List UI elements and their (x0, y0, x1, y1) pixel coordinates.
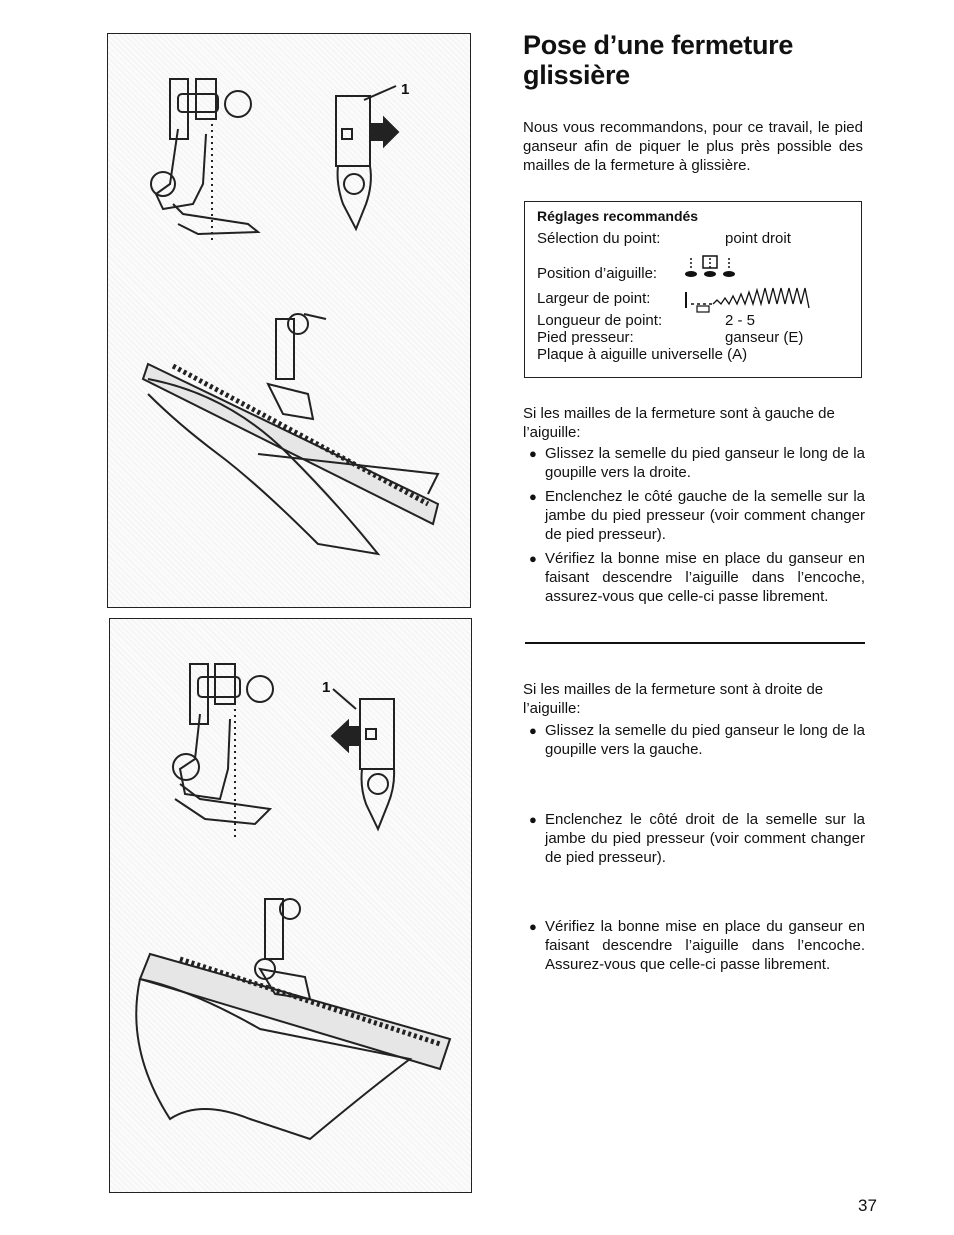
page-title: Pose d’une fermeture glissière (523, 30, 794, 90)
list-item: ● Glissez la semelle du pied ganseur le long de la goupille vers la gauche. (529, 722, 865, 758)
section-left-list (523, 444, 865, 611)
needle-position-label: Position d’aiguille: (537, 265, 658, 282)
bullet-icon: ● (529, 446, 537, 461)
needle-position-icon (685, 252, 745, 282)
page-number: 37 (858, 1196, 877, 1215)
stitch-width-icon (683, 286, 823, 314)
bullet-icon: ● (529, 812, 537, 827)
bullet-icon: ● (529, 723, 537, 738)
stitch-selection-value: point droit (725, 230, 791, 247)
stitch-length-label: Longueur de point: (537, 312, 663, 329)
stitch-selection-label: Sélection du point: (537, 230, 661, 247)
presser-foot-value: ganseur (E) (725, 329, 804, 346)
section-left-heading: Si les mailles de la fermeture sont à gauche de l’aiguille: (523, 405, 835, 441)
illustration-bottom (109, 618, 472, 1193)
bullet-icon: ● (529, 551, 537, 566)
section-right-list-3 (523, 917, 865, 979)
zipper-foot-right-illustration (108, 34, 470, 607)
bullet-icon: ● (529, 489, 537, 504)
list-item: ● Vérifiez la bonne mise en place du ganseur en faisant descendre l’aiguille dans l’encoche. Assurez-vous que celle-ci passe librement. (529, 918, 865, 973)
settings-title: Réglages recommandés (537, 208, 699, 224)
section-right-heading: Si les mailles de la fermeture sont à droite de l’aiguille: (523, 681, 824, 717)
settings-box (524, 201, 862, 378)
list-item: ● Vérifiez la bonne mise en place du ganseur en faisant descendre l’aiguille dans l’encoche, assurez-vous que celle-ci passe librement. (529, 550, 865, 605)
section-right-list-2 (523, 810, 865, 872)
intro-paragraph: Nous vous recommandons, pour ce travail, le pied ganseur afin de piquer le plus près possible des mailles de la fermeture à glissière. (523, 119, 863, 174)
callout-number: 1 (322, 679, 331, 696)
presser-foot-label: Pied presseur: (537, 329, 634, 346)
needle-plate-label: Plaque à aiguille universelle (A) (537, 346, 748, 363)
zipper-foot-left-illustration (110, 619, 471, 1192)
illustration-top (107, 33, 471, 608)
list-item: ● Enclenchez le côté droit de la semelle sur la jambe du pied presseur (voir comment changer de pied presseur). (529, 811, 865, 866)
stitch-length-value: 2 - 5 (725, 312, 756, 329)
list-item: ● Enclenchez le côté gauche de la semelle sur la jambe du pied presseur (voir comment changer de pied presseur). (529, 488, 865, 543)
list-item: ● Glissez la semelle du pied ganseur le long de la goupille vers la droite. (529, 445, 865, 481)
callout-number: 1 (401, 81, 410, 98)
section-divider (525, 642, 865, 644)
bullet-icon: ● (529, 919, 537, 934)
stitch-width-label: Largeur de point: (537, 290, 651, 307)
section-right-list-1 (523, 721, 865, 764)
